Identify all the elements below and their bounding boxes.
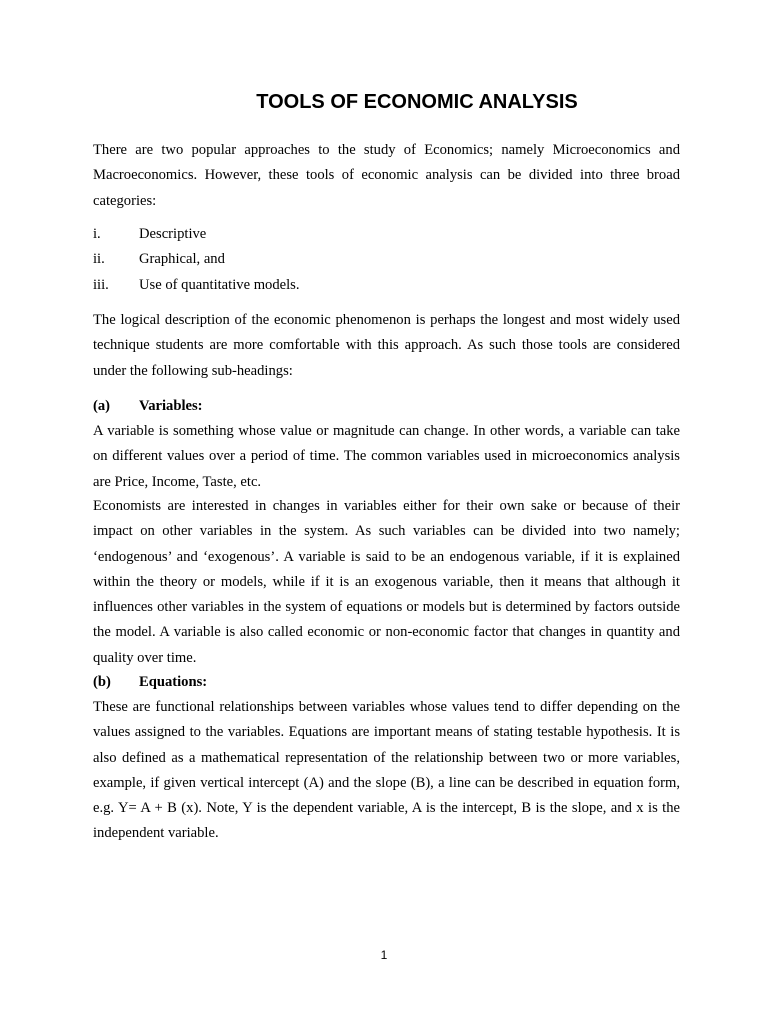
section-heading-equations — [93, 670, 680, 695]
section-heading-text: Variables: — [139, 398, 203, 414]
variables-paragraph-2: Economists are interested in changes in variables either for their own sake or because of their impact on other variables in the system. As such variables can be divided into two namely; ‘endogenous’ and ‘exogenous’. A variable is said to be an endogenous variable, if it is explained within the theory or models, while if it is an exogenous variable, then it means that although it influences other variables in the system of equations or models but is determined by factors outside the model. A variable is also called economic or non-economic factor that changes in quantity and quality over time. — [93, 498, 680, 666]
list-item-text: Descriptive — [139, 226, 207, 242]
page-number — [0, 946, 768, 964]
list-item — [93, 247, 680, 272]
section-heading-variables — [93, 394, 680, 419]
list-marker: ii. — [93, 251, 105, 268]
variables-paragraph-1: A variable is something whose value or magnitude can change. In other words, a variable can take on different values over a period of time. The common variables used in microeconomics analysis are Price, Income, Taste, etc. — [93, 423, 680, 490]
list-item-text: Graphical, and — [139, 251, 225, 268]
page-title: TOOLS OF ECONOMIC ANALYSIS — [256, 91, 578, 113]
list-item — [93, 273, 680, 298]
list-marker: iii. — [93, 276, 109, 293]
list-marker: i. — [93, 226, 101, 242]
section-heading-text: Equations: — [139, 674, 208, 690]
equations-paragraph: These are functional relationships between variables whose values tend to differ depending on the values assigned to the variables. Equations are important means of stating testable hypothesis. It is also defined as a mathematical representation of the relationship between two or more variables, example, if given vertical intercept (A) and the slope (B), a line can be described in equation form, e.g. Y= A + B (x). Note, Y is the dependent variable, A is the intercept, B is the slope, and x is the independent variable. — [93, 699, 680, 842]
list-item — [93, 222, 680, 247]
description-paragraph: The logical description of the economic phenomenon is perhaps the longest and most widely used technique students are more comfortable with this approach. As such those tools are considered under the following sub-headings: — [93, 312, 680, 379]
intro-paragraph: There are two popular approaches to the study of Economics; namely Microeconomics and Macroeconomics. However, these tools of economic analysis can be divided into three broad categories: — [93, 142, 680, 209]
section-marker: (b) — [93, 674, 111, 690]
section-marker: (a) — [93, 398, 111, 414]
categories-list — [93, 222, 680, 298]
list-item-text: Use of quantitative models. — [139, 276, 300, 293]
page-number-text: 1 — [380, 948, 388, 962]
